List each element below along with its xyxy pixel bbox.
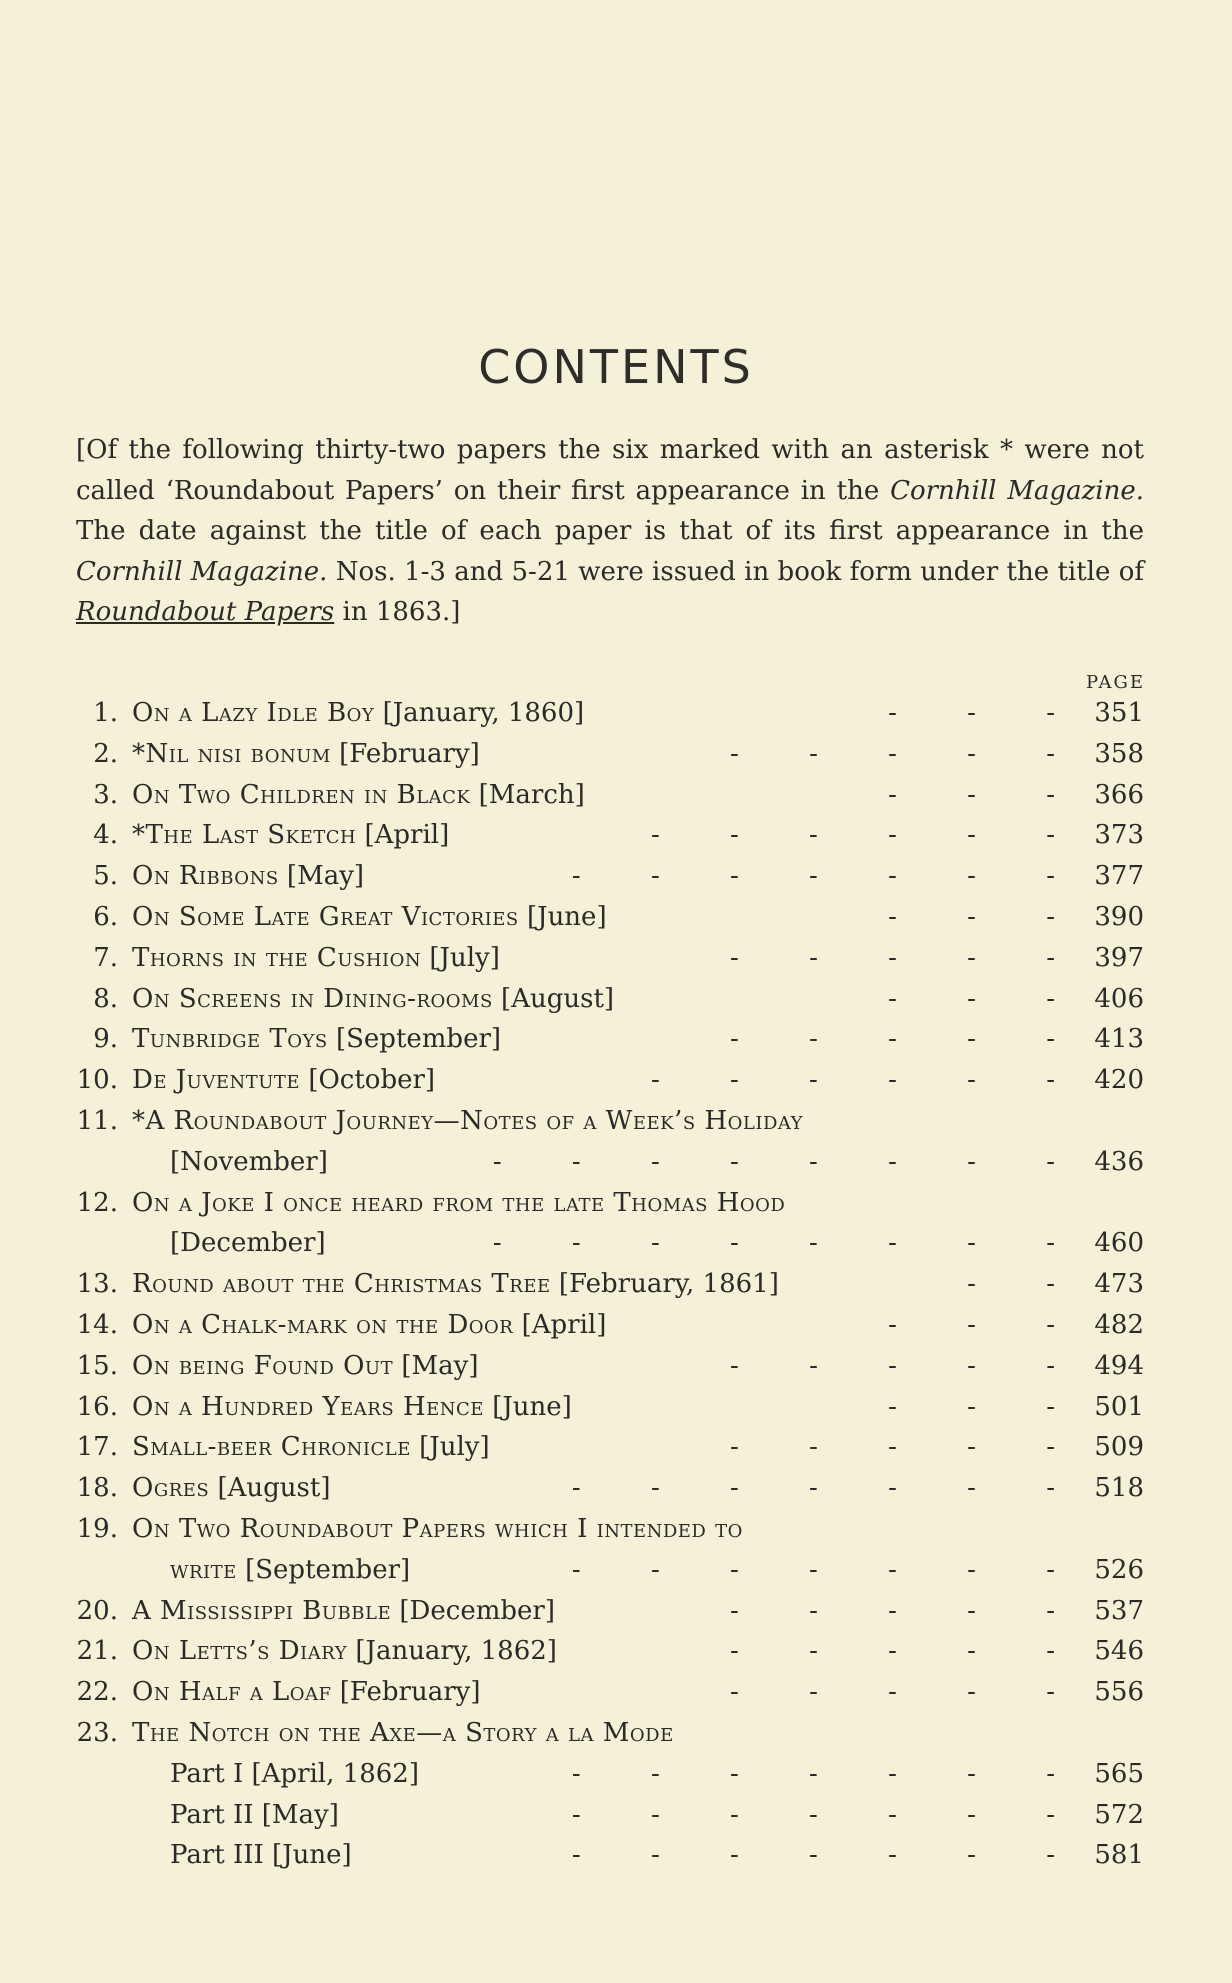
entry-text: [170, 1754, 419, 1794]
entry-leader: - -: [967, 1269, 1055, 1300]
entry-title: Small-beer Chronicle: [132, 1432, 411, 1463]
entry-date: [September]: [245, 1554, 411, 1585]
entry-number: 2.: [93, 738, 118, 769]
contents-row: [0, 734, 1232, 774]
contents-row: [0, 1591, 1232, 1631]
entry-number: 13.: [76, 1269, 118, 1300]
entry-date: Part II [May]: [170, 1799, 339, 1830]
entry-leader: - - - - - -: [650, 1065, 1055, 1096]
contents-row: [0, 1835, 1232, 1875]
entry-text: [132, 1101, 803, 1141]
intro-text-4: in 1863.]: [334, 597, 461, 627]
entry-page-number: 482: [1094, 1310, 1144, 1340]
entry-number: 17.: [76, 1432, 118, 1463]
entry-date: [December]: [399, 1595, 555, 1626]
contents-row: [0, 1427, 1232, 1467]
contents-row: [0, 1387, 1232, 1427]
entry-text: [132, 1427, 490, 1467]
entry-title: On Two Children in Black: [132, 779, 471, 810]
intro-magazine-2: Cornhill Magazine.: [76, 556, 328, 587]
entry-number: 7.: [93, 942, 118, 973]
entry-leader: - - -: [888, 779, 1055, 810]
entry-leader: - - - - -: [730, 1024, 1055, 1055]
entry-text: [132, 1183, 785, 1223]
entry-text: [132, 1468, 330, 1508]
entry-page-number: 373: [1094, 820, 1144, 851]
entry-text: [170, 1223, 326, 1263]
entry-title: On Some Late Great Victories: [132, 902, 519, 932]
entry-title: On Ribbons: [132, 861, 279, 892]
entry-number: 3.: [93, 779, 118, 810]
entry-text: [170, 1142, 328, 1182]
entry-page-number: 390: [1094, 902, 1144, 932]
entry-date: Part III [June]: [170, 1840, 352, 1871]
entry-leader: - - -: [888, 1391, 1055, 1422]
entry-title: On a Chalk-mark on the Door: [132, 1310, 514, 1340]
entry-page-number: 509: [1094, 1432, 1144, 1463]
contents-row: [0, 1264, 1232, 1304]
entry-text: [170, 1795, 339, 1835]
intro-book-title: Roundabout Papers: [76, 597, 335, 627]
entry-title: On a Joke I once heard from the late Thomas Hood: [132, 1187, 786, 1218]
entry-leader: - - -: [888, 983, 1055, 1014]
entry-text: [132, 1264, 779, 1304]
entry-title: On a Lazy Idle Boy: [132, 698, 375, 728]
entry-number: 16.: [76, 1391, 118, 1422]
entry-number: 4.: [93, 820, 118, 851]
entry-number: 9.: [93, 1024, 118, 1055]
entry-leader: - - - - - - -: [571, 1554, 1055, 1585]
intro-text-3: Nos. 1-3 and 5-21 were issued in book form under the title of: [327, 556, 1144, 587]
entry-text: [132, 1060, 435, 1100]
entry-page-number: 501: [1094, 1391, 1144, 1422]
entry-number: 23.: [76, 1718, 118, 1748]
entry-number: 11.: [76, 1106, 118, 1136]
entry-leader: - - - - - - -: [571, 1840, 1055, 1871]
entry-text: [132, 1713, 674, 1753]
entry-title: On being Found Out: [132, 1350, 394, 1381]
entry-page-number: 366: [1094, 779, 1144, 810]
intro-magazine-1: Cornhill Magazine.: [890, 475, 1144, 506]
contents-row: [0, 1305, 1232, 1345]
entry-date: [May]: [286, 861, 365, 892]
entry-title: Round about the Christmas Tree: [132, 1269, 551, 1300]
contents-row: [0, 1223, 1232, 1263]
entry-page-number: 358: [1094, 738, 1144, 769]
entry-number: 12.: [76, 1187, 118, 1218]
entry-date: [April]: [364, 820, 450, 851]
entry-date: [November]: [170, 1146, 328, 1177]
contents-row: [0, 1795, 1232, 1835]
entry-leader: - - - - - - -: [571, 1473, 1055, 1504]
contents-row: [0, 1509, 1232, 1549]
entry-number: 19.: [76, 1514, 118, 1544]
entry-date: [March]: [478, 779, 585, 810]
entry-date: [December]: [170, 1228, 326, 1259]
entry-leader: - - -: [888, 698, 1055, 728]
entry-page-number: 406: [1094, 983, 1144, 1014]
entry-text: [132, 897, 607, 937]
entry-page-number: 572: [1094, 1799, 1144, 1830]
entry-title: *The Last Sketch: [132, 820, 357, 851]
entry-leader: - - -: [888, 1310, 1055, 1340]
contents-row: [0, 1713, 1232, 1753]
entry-number: 15.: [76, 1350, 118, 1381]
entry-text: [132, 1019, 501, 1059]
contents-row: [0, 856, 1232, 896]
entry-page-number: 537: [1094, 1595, 1144, 1626]
contents-row: [0, 1672, 1232, 1712]
intro-text-2: The date against the title of each paper is that of its first appearance in the: [76, 516, 1144, 546]
entry-page-number: 436: [1094, 1146, 1144, 1177]
entry-title: A Mississippi Bubble: [132, 1595, 392, 1626]
entry-date: [July]: [419, 1432, 490, 1463]
entry-title: On a Hundred Years Hence: [132, 1391, 484, 1422]
entry-text: [132, 1631, 557, 1671]
contents-row: [0, 1019, 1232, 1059]
entry-number: 20.: [76, 1595, 118, 1626]
entry-text: [132, 1509, 743, 1549]
entry-text: [132, 1305, 606, 1345]
entry-page-number: 413: [1094, 1024, 1144, 1055]
entry-page-number: 546: [1094, 1636, 1144, 1667]
contents-row: [0, 1142, 1232, 1182]
contents-row: [0, 1060, 1232, 1100]
entry-title: *A Roundabout Journey—Notes of a Week’s Holiday: [132, 1106, 804, 1136]
entry-number: 6.: [93, 902, 118, 932]
entry-leader: - - - - -: [730, 1677, 1055, 1708]
page-column-label: PAGE: [1086, 672, 1145, 693]
entry-number: 18.: [76, 1473, 118, 1504]
contents-row: [0, 1631, 1232, 1671]
entry-title: write: [170, 1554, 237, 1585]
entry-date: [June]: [492, 1391, 572, 1422]
contents-row: [0, 979, 1232, 1019]
entry-title: On Two Roundabout Papers which I intended to: [132, 1514, 743, 1544]
entry-text: [132, 1346, 478, 1386]
entry-page-number: 420: [1094, 1065, 1144, 1096]
entry-date: Part I [April, 1862]: [170, 1758, 419, 1789]
entry-title: Thorns in the Cushion: [132, 942, 422, 973]
entry-date: [February, 1861]: [558, 1269, 779, 1300]
entry-page-number: 565: [1094, 1758, 1144, 1789]
entry-title: On Half a Loaf: [132, 1677, 332, 1708]
contents-row: [0, 1754, 1232, 1794]
entry-leader: - - - - - - -: [571, 1758, 1055, 1789]
contents-row: [0, 775, 1232, 815]
entry-text: [132, 856, 364, 896]
entry-leader: - - - - -: [730, 942, 1055, 973]
entry-number: 22.: [76, 1677, 118, 1708]
entry-date: [September]: [335, 1024, 502, 1055]
intro-text-1: [Of the following thirty-two papers the six marked with an asterisk * were not called ‘Roundabout Papers’ on their first appearance in the: [76, 435, 1144, 506]
contents-row: [0, 693, 1232, 733]
entry-date: [January, 1862]: [355, 1636, 557, 1667]
entry-date: [February]: [339, 738, 480, 769]
entry-text: [132, 815, 449, 855]
entry-page-number: 526: [1094, 1554, 1144, 1585]
entry-page-number: 494: [1094, 1350, 1144, 1381]
entry-leader: - - - - -: [730, 1432, 1055, 1463]
contents-row: [0, 897, 1232, 937]
entry-date: [February]: [339, 1677, 481, 1708]
entry-number: 8.: [93, 983, 118, 1014]
entry-page-number: 377: [1094, 861, 1144, 892]
entry-text: [132, 979, 614, 1019]
entry-page-number: 460: [1094, 1228, 1144, 1259]
entry-title: *Nil nisi bonum: [132, 738, 331, 769]
contents-row: [0, 1468, 1232, 1508]
entry-date: [June]: [527, 902, 607, 932]
contents-row: [0, 1550, 1232, 1590]
entry-date: [May]: [401, 1350, 479, 1381]
entry-text: [132, 693, 584, 733]
entry-page-number: 473: [1094, 1269, 1144, 1300]
page-title: CONTENTS: [478, 340, 754, 394]
entry-leader: - - - - - - - -: [492, 1146, 1055, 1177]
entry-number: 10.: [76, 1065, 118, 1096]
contents-row: [0, 815, 1232, 855]
entry-title: On Letts’s Diary: [132, 1636, 348, 1667]
entry-leader: - - - - - - -: [571, 1799, 1055, 1830]
entry-text: [132, 1591, 555, 1631]
entry-leader: - - - - -: [730, 1350, 1055, 1381]
entry-leader: - - - - - - -: [571, 861, 1055, 892]
entry-number: 21.: [76, 1636, 118, 1667]
entry-date: [October]: [308, 1065, 436, 1096]
entry-text: [132, 775, 585, 815]
contents-row: [0, 938, 1232, 978]
entry-title: On Screens in Dining-rooms: [132, 983, 493, 1014]
entry-date: [August]: [217, 1473, 331, 1504]
entry-date: [January, 1860]: [382, 698, 585, 728]
entry-page-number: 581: [1094, 1840, 1144, 1871]
entry-leader: - - - - -: [730, 738, 1055, 769]
entry-text: [170, 1835, 352, 1875]
entry-text: [132, 1387, 572, 1427]
entry-date: [July]: [429, 942, 500, 973]
entry-page-number: 351: [1094, 698, 1144, 728]
entry-page-number: 397: [1094, 942, 1144, 973]
entry-title: The Notch on the Axe—a Story a la Mode: [132, 1718, 674, 1748]
entry-number: 14.: [76, 1310, 118, 1340]
entry-leader: - - - - -: [730, 1595, 1055, 1626]
entry-leader: - - -: [888, 902, 1055, 932]
contents-row: [0, 1183, 1232, 1223]
entry-leader: - - - - - -: [650, 820, 1055, 851]
entry-number: 5.: [93, 861, 118, 892]
entry-title: De Juventute: [132, 1065, 301, 1096]
entry-title: Ogres: [132, 1473, 210, 1504]
entry-page-number: 556: [1094, 1677, 1144, 1708]
entry-leader: - - - - - - - -: [492, 1228, 1055, 1259]
entry-date: [August]: [501, 983, 615, 1014]
entry-text: [132, 734, 480, 774]
entry-text: [170, 1550, 410, 1590]
contents-row: [0, 1101, 1232, 1141]
entry-leader: - - - - -: [730, 1636, 1055, 1667]
entry-text: [132, 938, 500, 978]
entry-date: [April]: [521, 1310, 607, 1340]
entry-title: Tunbridge Toys: [132, 1024, 328, 1055]
contents-row: [0, 1346, 1232, 1386]
entry-text: [132, 1672, 480, 1712]
entry-number: 1.: [93, 698, 118, 728]
entry-page-number: 518: [1094, 1473, 1144, 1504]
